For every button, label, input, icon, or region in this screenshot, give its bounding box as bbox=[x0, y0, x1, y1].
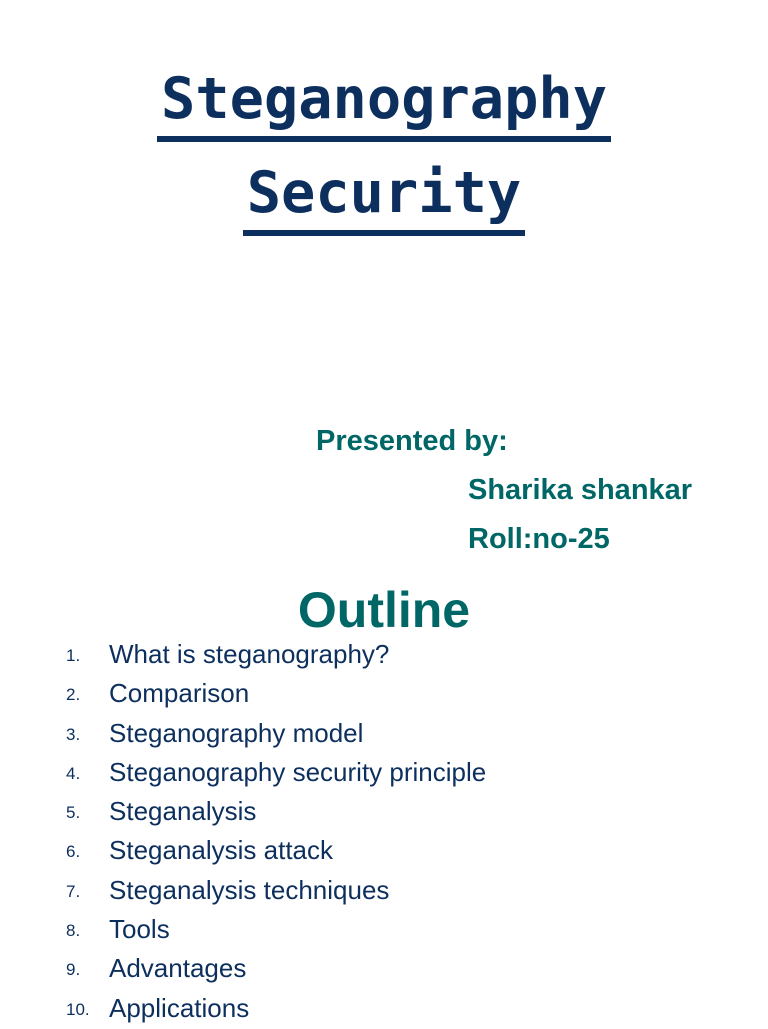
outline-item-4 bbox=[0, 754, 768, 793]
outline-item-8 bbox=[0, 911, 768, 950]
outline-item-1 bbox=[0, 636, 768, 675]
outline-item-label: Steganography security principle bbox=[109, 756, 487, 787]
outline-item-9 bbox=[0, 950, 768, 989]
outline-item-label: Comparison bbox=[109, 678, 250, 709]
outline-item-label: Applications bbox=[109, 992, 250, 1023]
outline-item-label: Tools bbox=[109, 914, 170, 945]
outline-item-number: 4. bbox=[66, 763, 81, 783]
outline-item-6 bbox=[0, 832, 768, 871]
outline-item-10 bbox=[0, 990, 768, 1029]
slide-title-line-2 bbox=[0, 160, 768, 236]
outline-item-number: 5. bbox=[66, 803, 81, 823]
outline-item-number: 9. bbox=[66, 960, 81, 980]
outline-item-5 bbox=[0, 793, 768, 832]
outline-item-7 bbox=[0, 872, 768, 911]
outline-item-label: Steganalysis techniques bbox=[109, 874, 390, 905]
outline-item-label: Steganography model bbox=[109, 717, 364, 748]
outline-item-3 bbox=[0, 715, 768, 754]
outline-item-label: Advantages bbox=[109, 953, 247, 984]
outline-item-number: 1. bbox=[66, 646, 81, 665]
outline-item-number: 3. bbox=[66, 724, 81, 744]
presented-by-label: Presented by: bbox=[316, 425, 508, 457]
outline-item-label: Steganalysis bbox=[109, 796, 257, 827]
outline-item-number: 10. bbox=[66, 999, 90, 1019]
slide-title-line-1 bbox=[0, 66, 768, 142]
outline-item-number: 8. bbox=[66, 921, 81, 941]
presenter-roll-number: Roll:no-25 bbox=[468, 523, 610, 555]
outline-item-label: Steganalysis attack bbox=[109, 835, 334, 866]
outline-item-2 bbox=[0, 675, 768, 714]
outline-item-label: What is steganography? bbox=[109, 639, 390, 669]
presenter-name: Sharika shankar bbox=[468, 474, 693, 506]
outline-item-number: 2. bbox=[66, 685, 81, 705]
slide-title-text-1: Steganography bbox=[157, 66, 611, 142]
outline-list bbox=[0, 636, 768, 1029]
outline-item-number: 7. bbox=[66, 881, 81, 901]
slide-title-text-2: Security bbox=[243, 160, 526, 236]
outline-item-number: 6. bbox=[66, 842, 81, 862]
outline-heading: Outline bbox=[297, 582, 471, 638]
